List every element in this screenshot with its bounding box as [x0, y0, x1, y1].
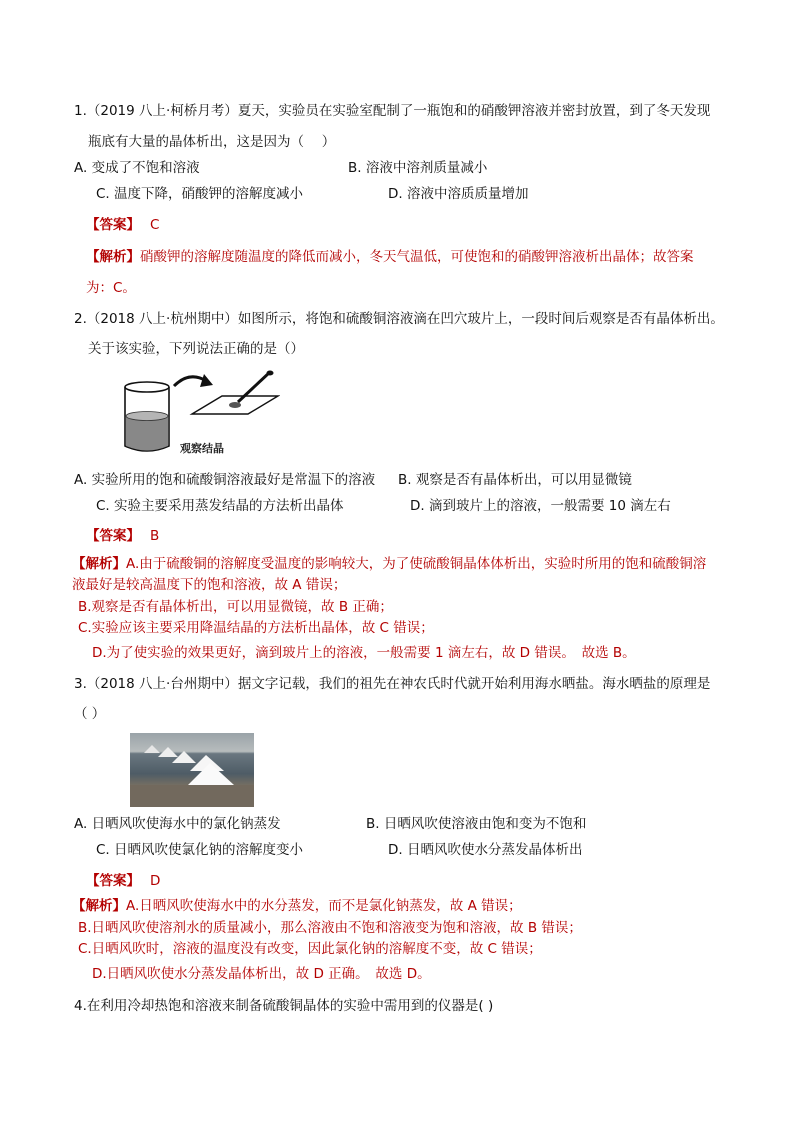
- answer-value: B: [150, 528, 160, 544]
- question-2-explanation-line-4: C.实验应该主要采用降温结晶的方法析出晶体，故 C 错误；: [78, 620, 434, 636]
- question-2-answer: [86, 527, 159, 545]
- question-1-stem: 1.（2019 八上·柯桥月考）夏天，实验员在实验室配制了一瓶饱和的硝酸钾溶液并密封放置，到了冬天发现: [74, 103, 711, 119]
- question-3-explanation-line-2: B.日晒风吹使溶剂水的质量减小，那么溶液由不饱和溶液变为饱和溶液，故 B 错误；: [78, 920, 582, 936]
- question-3-explanation-line-3: C.日晒风吹时，溶液的温度没有改变，因此氯化钠的溶解度不变，故 C 错误；: [78, 941, 542, 957]
- answer-label: 【答案】: [86, 873, 140, 889]
- explanation-label: 【解析】: [72, 898, 126, 914]
- question-2-explanation-line-1: 【解析】A.由于硫酸铜的溶解度受温度的影响较大，为了使硫酸铜晶体体析出，实验时所用的饱和硫酸铜溶: [72, 556, 707, 572]
- question-1-explanation-line-2: 为：C。: [86, 280, 136, 296]
- question-2-stem: 2.（2018 八上·杭州期中）如图所示，将饱和硫酸铜溶液滴在凹穴玻片上，一段时间后观察是否有晶体析出。: [74, 311, 724, 327]
- question-3-stem-cont: （ ）: [74, 706, 106, 722]
- explanation-label: 【解析】: [72, 556, 126, 572]
- figure-caption: 观察结晶: [180, 442, 224, 455]
- question-2-stem-cont: 关于该实验，下列说法正确的是（）: [88, 341, 304, 357]
- question-1-option-d: D. 溶液中溶质质量增加: [388, 186, 529, 202]
- question-2-option-d: D. 滴到玻片上的溶液，一般需要 10 滴左右: [410, 498, 671, 514]
- question-2-explanation-line-3: B.观察是否有晶体析出，可以用显微镜，故 B 正确；: [78, 599, 393, 615]
- question-3-option-a: A. 日晒风吹使海水中的氯化钠蒸发: [74, 816, 281, 832]
- question-3-stem: 3.（2018 八上·台州期中）据文字记载，我们的祖先在神农氏时代就开始利用海水晒盐。海水晒盐的原理是: [74, 676, 711, 692]
- question-2-option-c: C. 实验主要采用蒸发结晶的方法析出晶体: [96, 498, 344, 514]
- question-3-answer: [86, 872, 160, 890]
- question-3-option-b: B. 日晒风吹使溶液由饱和变为不饱和: [366, 816, 587, 832]
- question-1-option-c: C. 温度下降，硝酸钾的溶解度减小: [96, 186, 304, 202]
- question-2-option-b: B. 观察是否有晶体析出，可以用显微镜: [398, 472, 632, 488]
- question-1-explanation-line-1: 【解析】硝酸钾的溶解度随温度的降低而减小，冬天气温低，可使饱和的硝酸钾溶液析出晶体；故答案: [86, 249, 694, 265]
- question-3-option-d: D. 日晒风吹使水分蒸发晶体析出: [388, 842, 583, 858]
- question-2-option-a: A. 实验所用的饱和硫酸铜溶液最好是常温下的溶液: [74, 472, 376, 488]
- question-1-option-a: A. 变成了不饱和溶液: [74, 160, 200, 176]
- answer-value: C: [150, 217, 160, 233]
- question-1-option-b: B. 溶液中溶剂质量减小: [348, 160, 488, 176]
- answer-value: D: [150, 873, 161, 889]
- explanation-label: 【解析】: [86, 249, 140, 265]
- question-1-stem-cont: 瓶底有大量的晶体析出，这是因为（ ）: [88, 134, 336, 150]
- answer-label: 【答案】: [86, 217, 140, 233]
- question-3-option-c: C. 日晒风吹使氯化钠的溶解度变小: [96, 842, 304, 858]
- question-4-stem: 4.在利用冷却热饱和溶液来制备硫酸铜晶体的实验中需用到的仪器是( ): [74, 998, 494, 1014]
- question-3-explanation-line-1: 【解析】A.日晒风吹使海水中的水分蒸发，而不是氯化钠蒸发，故 A 错误；: [72, 898, 522, 914]
- question-3-explanation-line-4: D.日晒风吹使水分蒸发晶体析出，故 D 正确。 故选 D。: [92, 966, 431, 982]
- question-1-answer: [86, 216, 159, 234]
- salt-field-photo: [130, 733, 254, 807]
- question-2-explanation-line-5: D.为了使实验的效果更好，滴到玻片上的溶液，一般需要 1 滴左右，故 D 错误。 故选 B。: [92, 645, 636, 661]
- question-2-explanation-line-2: 液最好是较高温度下的饱和溶液，故 A 错误；: [72, 577, 347, 593]
- answer-label: 【答案】: [86, 528, 140, 544]
- crystallization-figure: [120, 370, 280, 462]
